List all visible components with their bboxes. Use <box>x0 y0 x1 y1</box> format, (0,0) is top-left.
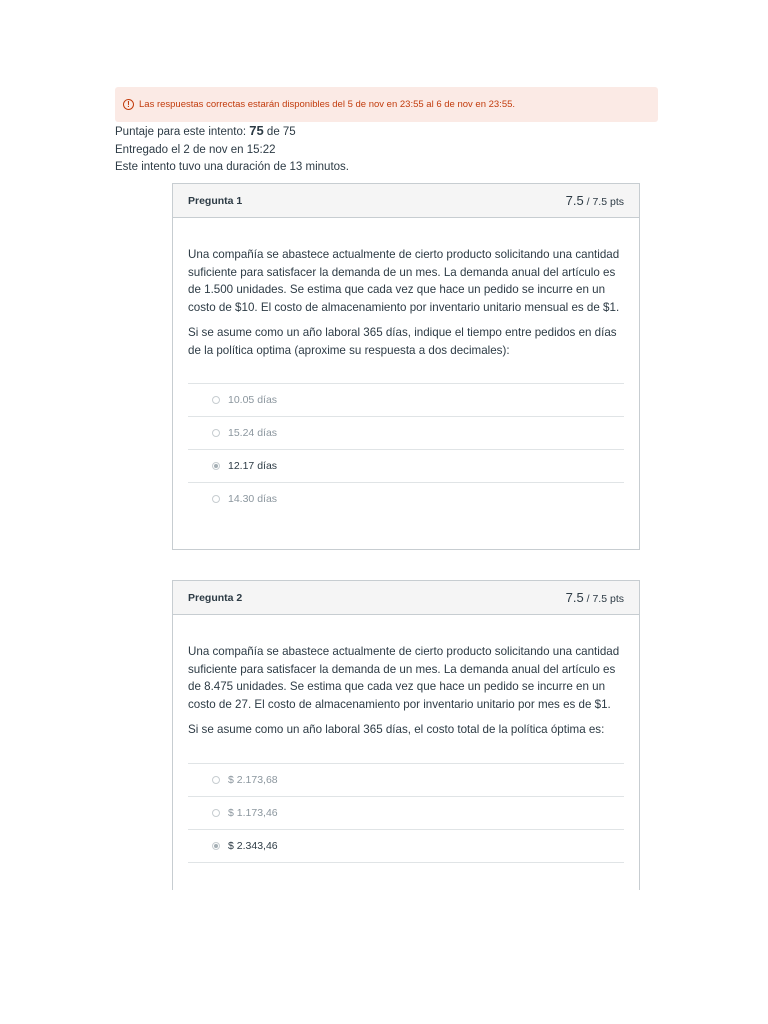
radio-button-selected[interactable] <box>212 842 220 850</box>
radio-button[interactable] <box>212 429 220 437</box>
question-points <box>566 193 624 208</box>
exclamation-circle-icon: ! <box>123 99 134 110</box>
question-title: Pregunta 2 <box>188 591 243 604</box>
answer-label: 12.17 días <box>228 460 278 472</box>
score-line <box>115 122 349 142</box>
answer-option[interactable] <box>188 764 624 797</box>
question-header <box>173 184 639 218</box>
answer-label: 10.05 días <box>228 394 278 406</box>
radio-button[interactable] <box>212 396 220 404</box>
radio-button[interactable] <box>212 776 220 784</box>
question-text <box>173 615 639 739</box>
answer-label: $ 1.173,46 <box>228 806 278 819</box>
question-title: Pregunta 1 <box>188 194 243 207</box>
question-card-1 <box>172 183 640 550</box>
answer-label: 14.30 días <box>228 493 278 505</box>
answer-label: $ 2.343,46 <box>228 839 278 852</box>
score-total: de 75 <box>263 126 296 138</box>
question-paragraph: Si se asume como un año laboral 365 días, el costo total de la política óptima es: <box>188 723 605 736</box>
answer-option-selected[interactable] <box>188 830 624 863</box>
question-paragraph: Una compañía se abastece actualmente de cierto producto solicitando una cantidad suficiente para satisfacer la demanda de un mes. La demanda anual del artículo es de 8.475 unidades. Se estima que cada vez que hace un pedido se incurre en un costo de 27. El costo de almacenamiento por inventario unitario por mes es de $1. <box>188 645 620 711</box>
correct-answers-alert <box>115 87 658 122</box>
radio-button-selected[interactable] <box>212 462 220 470</box>
question-points <box>566 590 624 605</box>
question-paragraph: Una compañía se abastece actualmente de cierto producto solicitando una cantidad suficiente para satisfacer la demanda de un mes. La demanda anual del artículo es de 1.500 unidades. Se estima que cada vez que hace un pedido se incurre en un costo de $10. El costo de almacenamiento por inventario unitario mensual es de $1. <box>188 248 620 314</box>
question-paragraph: Si se asume como un año laboral 365 días, indique el tiempo entre pedidos en días de la política optima (aproxime su respuesta a dos decimales): <box>188 326 617 357</box>
points-earned: 7.5 <box>565 590 584 605</box>
radio-button[interactable] <box>212 495 220 503</box>
submitted-date: Entregado el 2 de nov en 15:22 <box>115 143 276 156</box>
answer-label: $ 2.173,68 <box>228 773 278 786</box>
score-label: Puntaje para este intento: <box>115 126 250 138</box>
question-card-2 <box>172 580 640 890</box>
alert-text: Las respuestas correctas estarán disponibles del 5 de nov en 23:55 al 6 de nov en 23:55. <box>139 99 516 110</box>
question-text <box>173 218 639 359</box>
answer-list <box>188 383 624 515</box>
answer-option[interactable] <box>188 483 624 515</box>
answer-list <box>188 763 624 863</box>
points-total: / 7.5 pts <box>583 196 624 208</box>
points-earned: 7.5 <box>565 193 584 208</box>
answer-option[interactable] <box>188 417 624 450</box>
question-header <box>173 581 639 615</box>
attempt-duration: Este intento tuvo una duración de 13 minutos. <box>115 161 349 173</box>
score-value: 75 <box>249 123 264 138</box>
points-total: / 7.5 pts <box>583 593 624 605</box>
attempt-summary <box>115 122 349 177</box>
radio-button[interactable] <box>212 809 220 817</box>
answer-option[interactable] <box>188 797 624 830</box>
answer-option-selected[interactable] <box>188 450 624 483</box>
answer-label: 15.24 días <box>228 427 278 439</box>
answer-option[interactable] <box>188 384 624 417</box>
